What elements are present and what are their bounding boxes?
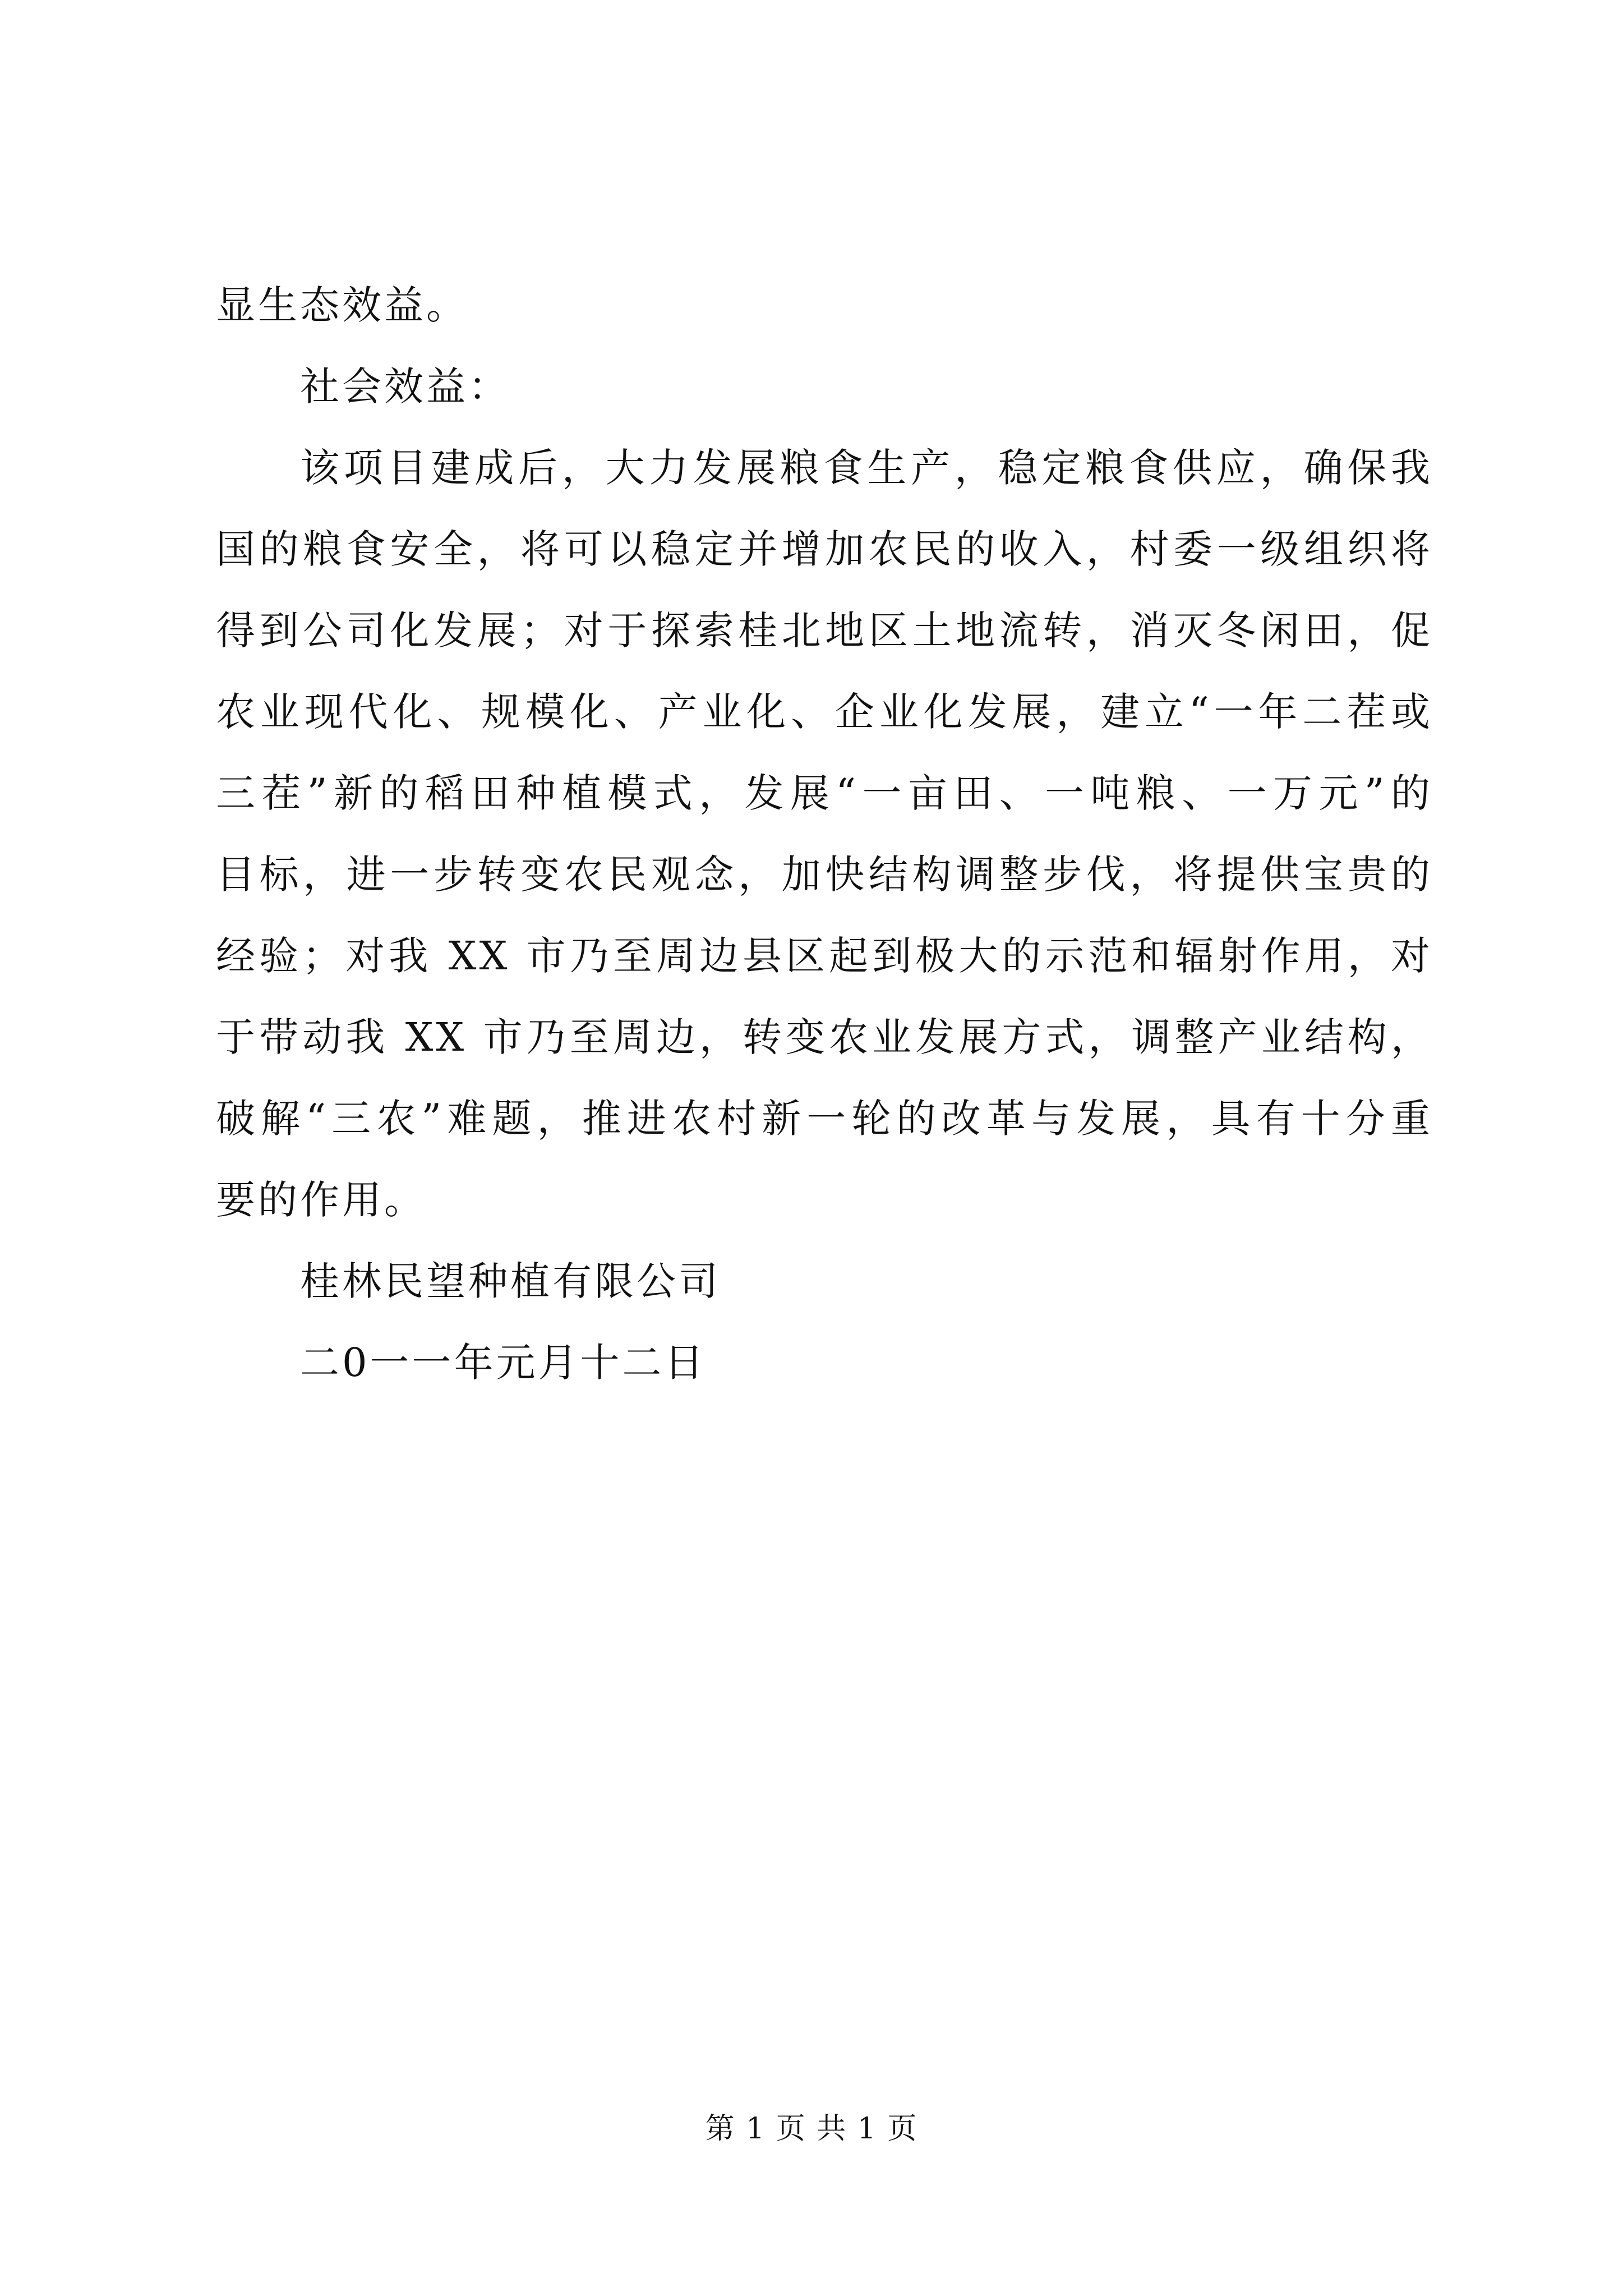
page-footer bbox=[0, 2109, 1623, 2148]
signature-date: 二0一一年元月十二日 bbox=[300, 1340, 707, 1386]
document-body bbox=[216, 265, 1433, 1404]
paragraph-line: 破解“三农”难题，推进农村新一轮的改革与发展，具有十分重 bbox=[216, 1096, 1433, 1142]
paragraph-line: 农业现代化、规模化、产业化、企业化发展，建立“一年二茬或 bbox=[216, 689, 1433, 735]
paragraph-line: 三茬”新的稻田种植模式，发展“一亩田、一吨粮、一万元”的 bbox=[216, 770, 1433, 816]
paragraph-line: 国的粮食安全，将可以稳定并增加农民的收入，村委一级组织将 bbox=[216, 526, 1433, 572]
section-heading-social-benefit: 社会效益： bbox=[300, 364, 510, 409]
paragraph-line: 经验；对我 XX 市乃至周边县区起到极大的示范和辐射作用，对 bbox=[216, 933, 1433, 979]
paragraph-line: 于带动我 XX 市乃至周边，转变农业发展方式，调整产业结构， bbox=[216, 1014, 1433, 1060]
paragraph-line: 要的作用。 bbox=[216, 1177, 426, 1223]
page-number-label: 第 1 页 共 1 页 bbox=[705, 2112, 918, 2146]
signature-company: 桂林民望种植有限公司 bbox=[300, 1258, 721, 1304]
paragraph-line: 目标，进一步转变农民观念，加快结构调整步伐，将提供宝贵的 bbox=[216, 852, 1433, 898]
paragraph-line: 得到公司化发展；对于探索桂北地区土地流转，消灭冬闲田，促 bbox=[216, 608, 1433, 654]
paragraph-line: 显生态效益。 bbox=[216, 282, 468, 328]
paragraph-line: 该项目建成后，大力发展粮食生产，稳定粮食供应，确保我 bbox=[300, 445, 1433, 491]
